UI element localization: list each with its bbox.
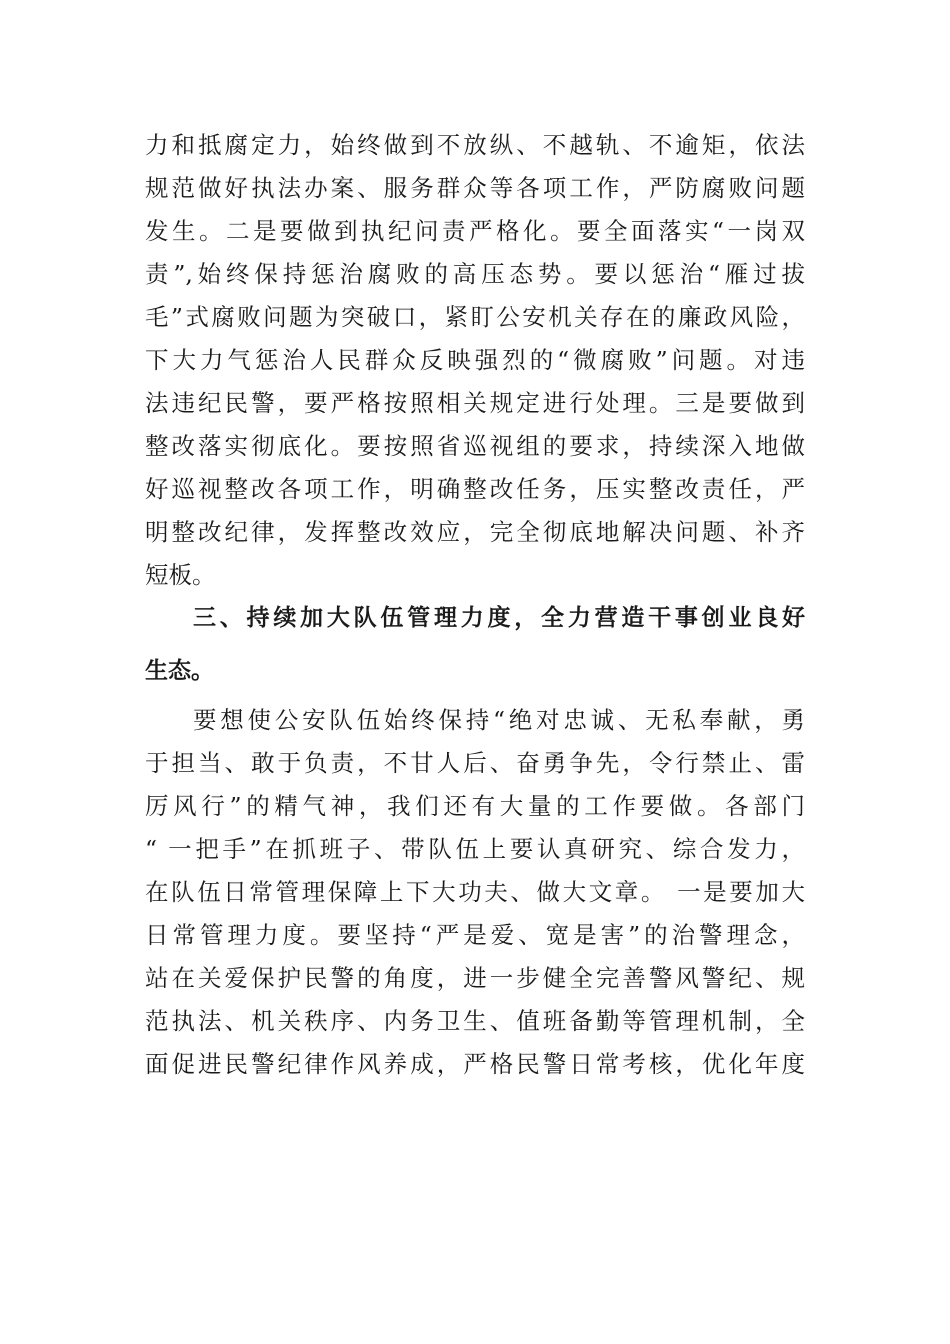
body-line: 整改落实彻底化。要按照省巡视组的要求，持续深入地做: [145, 432, 805, 460]
body-line: 好巡视整改各项工作，明确整改任务，压实整改责任，严: [145, 475, 805, 503]
body-line: 责”,始终保持惩治腐败的高压态势。要以惩治“雁过拔: [145, 260, 805, 288]
body-line: 力和抵腐定力，始终做到不放纵、不越轨、不逾矩，依法: [145, 131, 805, 159]
body-line: 范执法、机关秩序、内务卫生、值班备勤等管理机制，全: [145, 1007, 805, 1035]
body-line: 厉风行”的精气神，我们还有大量的工作要做。各部门: [145, 792, 805, 820]
body-line: 短板。: [145, 561, 216, 589]
body-line: 站在关爱保护民警的角度，进一步健全完善警风警纪、规: [145, 964, 805, 992]
body-line: 下大力气惩治人民群众反映强烈的“微腐败”问题。对违: [145, 346, 805, 374]
body-line: 于担当、敢于负责，不甘人后、奋勇争先，令行禁止、雷: [145, 749, 805, 777]
body-line: 在队伍日常管理保障上下大功夫、做大文章。 一是要加大: [145, 878, 805, 906]
body-line: 日常管理力度。要坚持“严是爱、宽是害”的治警理念，: [145, 921, 805, 949]
body-line: 毛”式腐败问题为突破口，紧盯公安机关存在的廉政风险，: [145, 303, 805, 331]
body-line: 法违纪民警，要严格按照相关规定进行处理。三是要做到: [145, 389, 805, 417]
section-heading: 三、持续加大队伍管理力度，全力营造干事创业良好: [193, 605, 805, 631]
body-line: 规范做好执法办案、服务群众等各项工作，严防腐败问题: [145, 174, 805, 202]
body-line: 要想使公安队伍始终保持“绝对忠诚、无私奉献，勇: [193, 706, 805, 734]
section-heading: 生态。: [145, 658, 214, 684]
body-line: “ 一把手”在抓班子、带队伍上要认真研究、综合发力，: [145, 835, 805, 863]
body-line: 面促进民警纪律作风养成，严格民警日常考核，优化年度: [145, 1050, 805, 1078]
body-line: 明整改纪律，发挥整改效应，完全彻底地解决问题、补齐: [145, 518, 805, 546]
body-line: 发生。二是要做到执纪问责严格化。要全面落实“一岗双: [145, 217, 805, 245]
